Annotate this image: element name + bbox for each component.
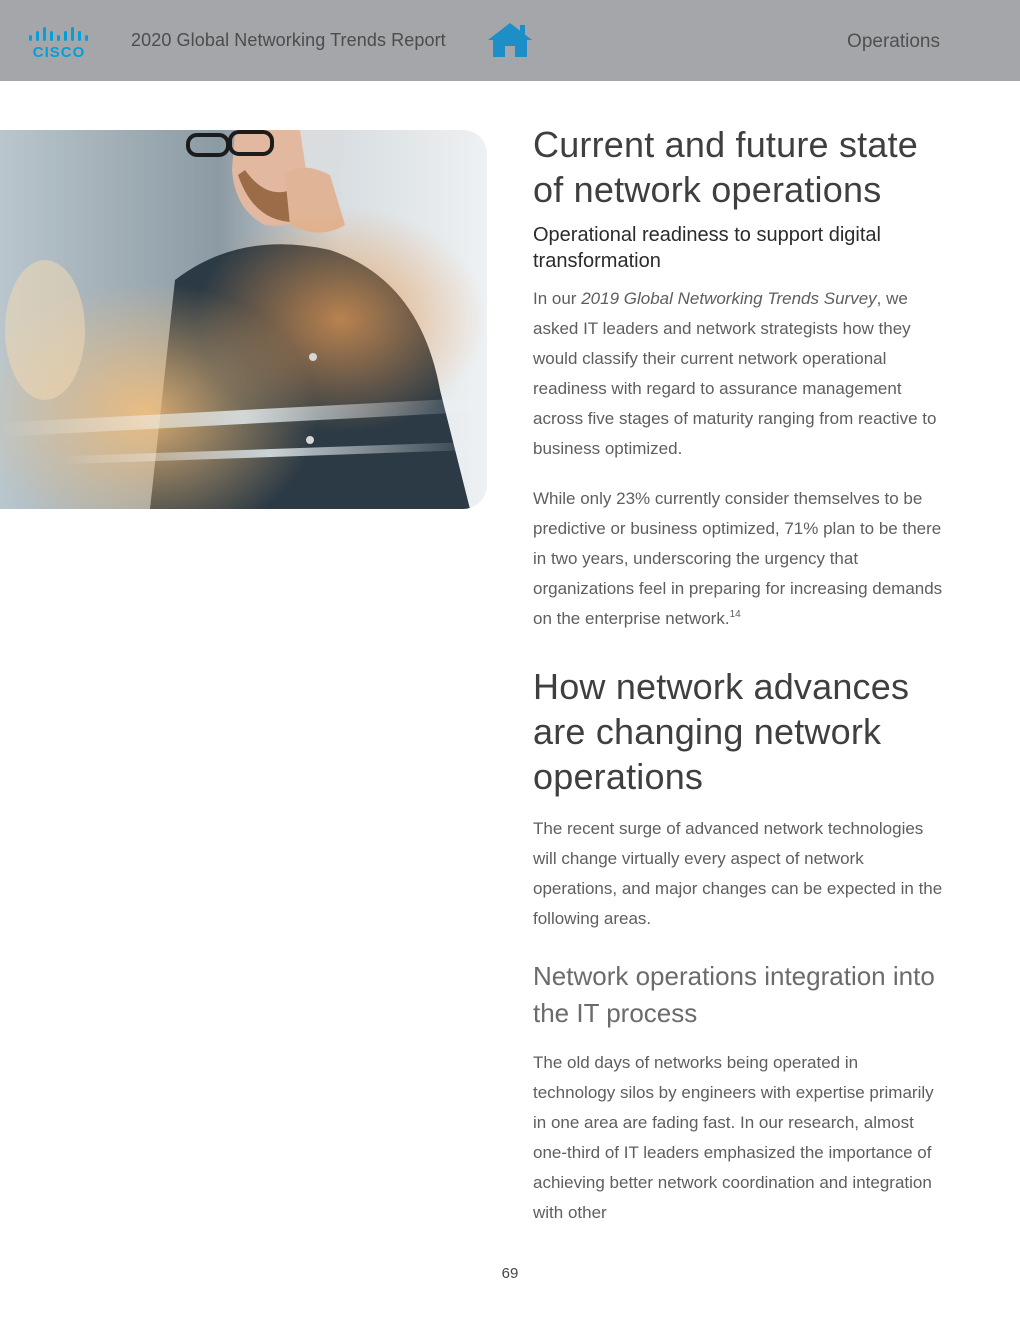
subheading-integration: Network operations integration into the IT process xyxy=(533,961,935,1028)
page-number: 69 xyxy=(501,1265,519,1282)
report-title: 2020 Global Networking Trends Report xyxy=(131,30,446,50)
paragraph-silos: The old days of networks being operated in technology silos by engineers with expertise primarily in one area are fading fast. In our research, almost one-third of IT leaders emphasized the importance of achieving better network coordination and integration with other xyxy=(533,1053,934,1222)
paragraph-advanced-technologies: The recent surge of advanced network technologies will change virtually every aspect of network operations, and major changes can be expected in the following areas. xyxy=(533,819,943,928)
home-icon[interactable] xyxy=(486,22,534,58)
paragraph-readiness-text: While only 23% currently consider themselves to be predictive or business optimized, 71% plan to be there in two years, underscoring the urgency that organizations feel in preparing for increasing demands on the enterprise network. xyxy=(533,489,943,628)
footnote-reference[interactable]: 14 xyxy=(729,609,741,620)
section-label: Operations xyxy=(847,31,940,52)
survey-title-italic: 2019 Global Networking Trends Survey xyxy=(581,289,877,308)
section-subtitle: Operational readiness to support digital transformation xyxy=(533,224,881,272)
section-title-current-future-state: Current and future state of network operations xyxy=(533,124,919,210)
paragraph-survey xyxy=(533,284,943,464)
cisco-logo xyxy=(28,24,96,58)
page-header xyxy=(0,0,1020,81)
photo-man-on-phone xyxy=(0,130,487,509)
svg-text:CISCO: CISCO xyxy=(32,44,86,58)
paragraph-survey-body: , we asked IT leaders and network strategists how they would classify their current network operational readiness with regard to assurance management across five stages of maturity ranging from reactive to business optimized. xyxy=(533,289,937,458)
section-title-network-advances: How network advances are changing network operations xyxy=(533,666,910,797)
paragraph-readiness-stats xyxy=(533,484,943,634)
main-content xyxy=(533,122,943,1228)
paragraph-survey-lead: In our xyxy=(533,289,582,308)
